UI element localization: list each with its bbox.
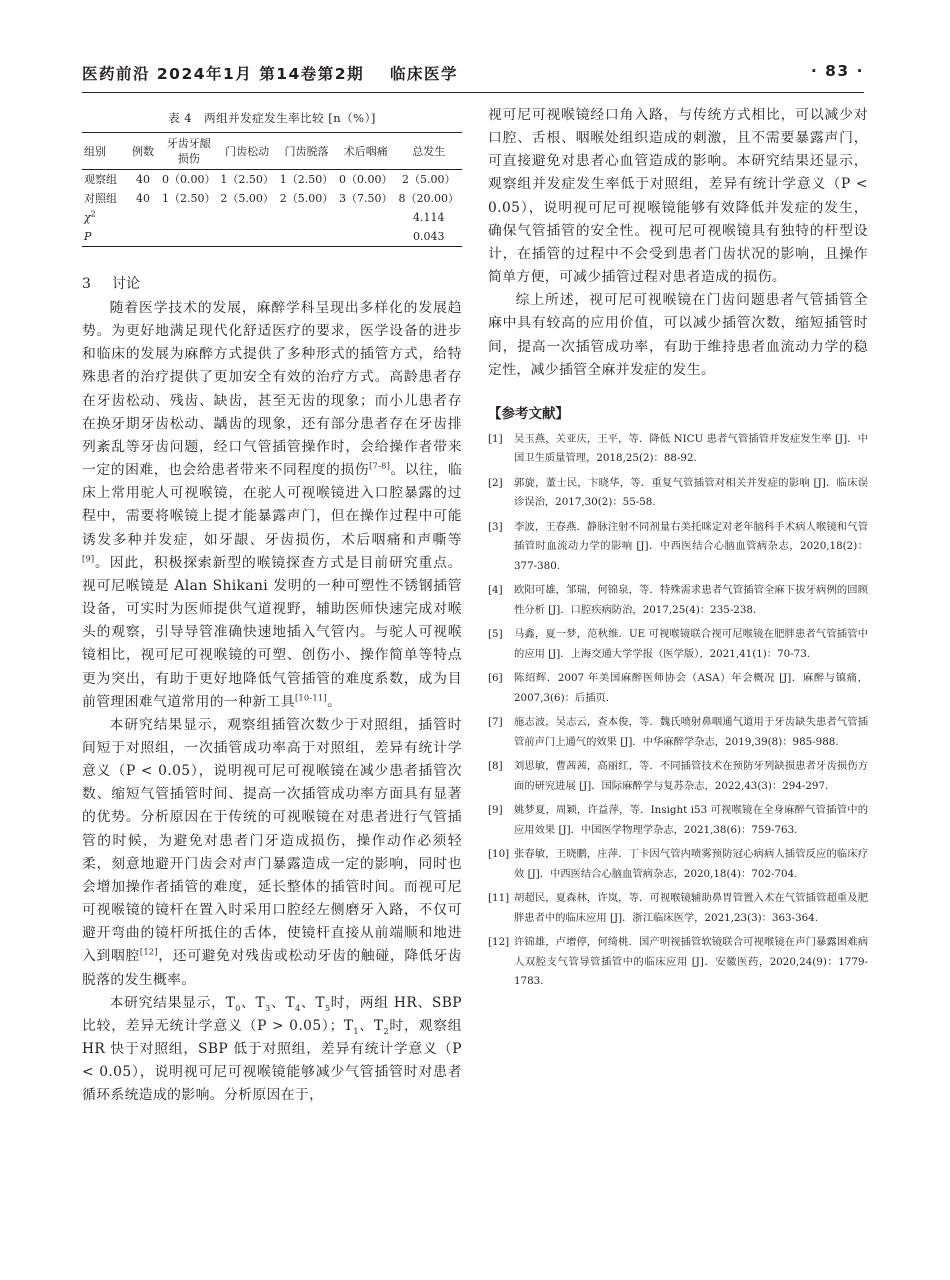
p-value: 0.043 (412, 230, 445, 243)
reference-item (488, 669, 868, 708)
citation: [7-8] (369, 461, 391, 471)
section-title: 讨论 (112, 276, 140, 292)
reference-text: 许锦雄，卢增停，何绮桃．国产明视插管软镜联合可视喉镜在声门暴露困难病人双腔支气管导管插管中的临床应用 [J]．安徽医药，2020,24(9)：1779-1783. (514, 936, 868, 988)
reference-number: [8] (488, 760, 503, 773)
table-cell: 0（0.00） (162, 173, 216, 186)
reference-item (488, 474, 868, 513)
reference-number: [4] (488, 584, 503, 597)
table-row (82, 170, 462, 190)
chi-sup: 2 (90, 209, 96, 219)
text-run: 、T (240, 994, 266, 1011)
reference-item (488, 430, 868, 469)
journal-info: 医药前沿 2024年1月 第14卷第2期 (82, 65, 365, 83)
col-count: 例数 (132, 144, 154, 158)
reference-text: 李波，王春燕．静脉注射不同剂量右美托咪定对老年脑科手术病人喉镜和气管插管时血流动力学的影响 [J]．中西医结合心脑血管病杂志，2020,18(2)：377-380. (514, 520, 868, 572)
subscript: 0 (235, 1003, 241, 1013)
p-symbol: P (84, 230, 92, 243)
table-cell: 0（0.00） (339, 173, 393, 186)
subscript: 5 (324, 1003, 331, 1013)
section-heading (82, 273, 462, 295)
reference-number: [9] (488, 804, 503, 817)
chi-square-row (82, 208, 462, 227)
text-run: 。因此，积极探索新型的喉镜探查方式是目前研究重点。视可尼喉镜是 Alan Shikani 发明的一种可塑性不锈钢插管设备，可实时为医师提供气道视野，辅助医师快速完成对喉头的观察，引导导管准确快速地插入气管内。与驼人可视喉镜相比，视可尼可视喉镜的可塑、创伤小、操作简单等特点更为突出，有助于更好地降低气管插管的难度系数，成为目前管理困难气道常用的一种新工具 (82, 554, 462, 710)
reference-text: 姚梦夏，周颖，许益萍，等．Insight i53 可视喉镜在全身麻醉气管插管中的应用效果 [J]．中国医学物理学杂志，2021,38(6)：759-763. (514, 804, 868, 836)
text-run: 时，两组 HR、SBP 比较，差异无统计学意义（P > 0.05）；T (82, 994, 462, 1034)
reference-item (488, 625, 868, 664)
reference-number: [3] (488, 520, 503, 533)
left-column (82, 104, 462, 1107)
table-cell: 2（5.00） (220, 192, 274, 205)
reference-item (488, 889, 868, 928)
table-cell: 观察组 (84, 173, 117, 186)
section-name: 临床医学 (390, 65, 459, 83)
header-rule (82, 92, 864, 93)
col-sore-throat: 术后咽痛 (343, 144, 388, 158)
reference-text: 施志波，吴志云，查本俊，等．魏氏喷射鼻咽通气道用于牙齿缺失患者气管插管前声门上通气的效果 [J]．中华麻醉学杂志，2019,39(8)：985-988. (514, 716, 868, 748)
paragraph: 综上所述，视可尼可视喉镜在门齿问题患者气管插管全麻中具有较高的应用价值，可以减少插管次数，缩短插管时间，提高一次插管成功率，有助于维持患者血流动力学的稳定性，减少插管全麻并发症的发生。 (488, 292, 868, 378)
reference-item (488, 518, 868, 577)
page-header (82, 62, 864, 86)
complication-table (82, 132, 462, 247)
page-number: · 83 · (810, 62, 864, 80)
subscript: 1 (353, 1026, 359, 1036)
chi-square-label (82, 208, 126, 227)
right-column (488, 104, 868, 997)
table-cell: 3（7.50） (339, 192, 393, 205)
reference-number: [12] (488, 936, 510, 949)
text-run: 本研究结果显示，T (109, 994, 236, 1011)
reference-text: 马鑫，夏一梦，范秋维．UE 可视喉镜联合视可尼喉镜在肥胖患者气管插管中的应用 [J]．上海交通大学学报（医学版），2021,41(1)：70-73. (514, 628, 868, 660)
section-number: 3 (82, 276, 91, 292)
reference-number: [6] (488, 672, 503, 685)
reference-item (488, 845, 868, 884)
table-cell: 1（2.50） (279, 173, 334, 186)
paragraph (82, 714, 462, 992)
paragraph (82, 297, 462, 714)
p-label (82, 227, 126, 247)
chi-symbol: χ (84, 211, 91, 224)
col-gum-injury: 牙齿牙龈损伤 (166, 137, 211, 165)
citation: [9] (82, 554, 95, 564)
references-title: 【参考文献】 (488, 405, 569, 422)
reference-number: [10] (488, 848, 510, 861)
table-cell: 2（5.00） (279, 192, 334, 205)
reference-text: 吴玉燕，关亚庆，王平，等．降低 NICU 患者气管插管并发症发生率 [J]．中国卫生质量管理，2018,25(2)：88-92. (514, 432, 868, 465)
p-value-row (82, 227, 462, 247)
reference-text: 刘思敏，曹茜茜，高丽红，等．不同插管技术在预防牙列缺损患者牙齿损伤方面的研究进展 [J]．国际麻醉学与复苏杂志，2022,43(3)：294-297. (514, 760, 868, 792)
table-cell: 2（5.00） (401, 173, 456, 186)
reference-item (488, 713, 868, 752)
subscript: 2 (383, 1026, 390, 1036)
table-header-row (82, 133, 462, 170)
table-row (82, 189, 462, 208)
reference-text: 郭旋，董士民，卞晓华，等．重复气管插管对相关并发症的影响 [J]．临床误诊误治，2017,30(2)：55-58. (514, 476, 868, 509)
text-run: 本研究结果显示，观察组插管次数少于对照组，插管时间短于对照组，一次插管成功率高于对照组，差异有统计学意义（P < 0.05），说明视可尼可视喉镜在减少患者插管次数、缩短气管插管时间、提高一次插管成功率方面具有显著的优势。分析原因在于传统的可视喉镜在对患者进行气管插管的时候，为避免对患者门牙造成损伤，操作动作必须轻柔，刻意地避开门齿会对声门暴露造成一定的影响，同时也会增加操作者插管的难度，延长整体的插管时间。而视可尼可视喉镜的镜杆在置入时采用口腔经左侧磨牙入路，不仅可避开弯曲的镜杆所抵住的舌体，使镜杆直接从前端顺和地进入到咽腔 (82, 716, 462, 965)
subscript: 4 (295, 1003, 301, 1013)
text-run: 。以往，临床上常用驼人可视喉镜，在驼人可视喉镜进入口腔暴露的过程中，需要将喉镜上提才能暴露声门，但在操作过程中可能诱发多种并发症，如牙龈、牙齿损伤，术后咽痛和声嘶等 (82, 462, 463, 548)
citation: [10-11] (294, 693, 328, 703)
reference-text: 胡超民，夏森林，许岚，等．可视喉镜辅助鼻胃管置入术在气管插管超重及肥胖患者中的临床应用 [J]．浙江临床医学，2021,23(3)：363-364. (514, 892, 868, 924)
table-caption: 表 4 两组并发症发生率比较 [n（%）] (168, 111, 376, 125)
chi-square-value: 4.114 (412, 211, 445, 224)
reference-item (488, 757, 868, 796)
table-cell: 8（20.00） (398, 192, 459, 205)
col-loose-tooth: 门齿松动 (225, 144, 270, 158)
table-cell: 对照组 (84, 192, 117, 205)
reference-text: 张春敏，王晓鹏，庄萍．丁卡因气管内喷雾预防冠心病病人插管反应的临床疗效 [J]．中西医结合心脑血管病杂志，2020,18(4)：702-704. (514, 848, 868, 880)
reference-item (488, 933, 868, 992)
reference-number: [7] (488, 716, 503, 729)
subscript: 3 (265, 1003, 271, 1013)
table-cell: 1（2.50） (220, 173, 274, 186)
paragraph (82, 992, 462, 1108)
reference-number: [5] (488, 628, 503, 641)
text-run: 、T (300, 994, 325, 1011)
text-run: 随着医学技术的发展，麻醉学科呈现出多样化的发展趋势。为更好地满足现代化舒适医疗的要求，医学设备的进步和临床的发展为麻醉方式提供了多种形式的插管方式，给特殊患者的治疗提供了更加安全有效的治疗方式。高龄患者存在牙齿松动、残齿、缺齿，甚至无齿的现象；而小儿患者存在换牙期牙齿松动、龋齿的现象，还有部分患者存在牙齿排列紊乱等牙齿问题，经口气管插管操作时，会给操作者带来一定的困难，也会给患者带来不同程度的损伤 (82, 300, 462, 479)
reference-number: [11] (488, 892, 510, 905)
text-run: ，还可避免对残齿或松动牙齿的触碰，降低牙齿脱落的发生概率。 (82, 948, 462, 988)
text-run: 时，观察组 HR 快于对照组，SBP 低于对照组，差异有统计学意义（P < 0.05），说明视可尼可视喉镜能够减少气管插管时对患者循环系统造成的影响。分析原因在于， (82, 1017, 463, 1104)
text-run: 、T (358, 1017, 384, 1034)
reference-number: [1] (488, 432, 503, 445)
citation: [12] (139, 947, 158, 957)
col-total: 总发生 (412, 144, 446, 158)
table-cell: 40 (136, 192, 150, 205)
text-run: 、T (270, 994, 296, 1011)
reference-list (488, 430, 868, 992)
reference-number: [2] (488, 476, 503, 489)
col-group: 组别 (84, 144, 106, 158)
col-tooth-loss: 门齿脱落 (284, 144, 329, 158)
reference-item (488, 801, 868, 840)
text-run: 。 (327, 693, 342, 710)
paragraph: 视可尼可视喉镜经口角入路，与传统方式相比，可以减少对口腔、舌根、咽喉处组织造成的刺激，且不需要暴露声门，可直接避免对患者心血管造成的影响。本研究结果还显示，观察组并发症发生率低于对照组，差异有统计学意义（P < 0.05），说明视可尼可视喉镜能够有效降低并发症的发生，确保气管插管的安全性。视可尼可视喉镜具有独特的杆型设计，在插管的过程中不会受到患者门齿状况的影响，且操作简单方便，可减少插管过程对患者造成的损伤。 (488, 107, 868, 286)
reference-text: 陈绍辉．2007 年美国麻醉医师协会（ASA）年会概况 [J]．麻醉与镇痛，2007,3(6)：后插页． (514, 672, 868, 704)
table-cell: 40 (136, 173, 150, 186)
reference-text: 欧阳可雄，邹瑞，何锦泉，等．特殊需求患者气管插管全麻下拔牙病例的回顾性分析 [J]．口腔疾病防治，2017,25(4)：235-238. (514, 584, 868, 616)
table-cell: 1（2.50） (162, 192, 216, 205)
reference-item (488, 581, 868, 620)
